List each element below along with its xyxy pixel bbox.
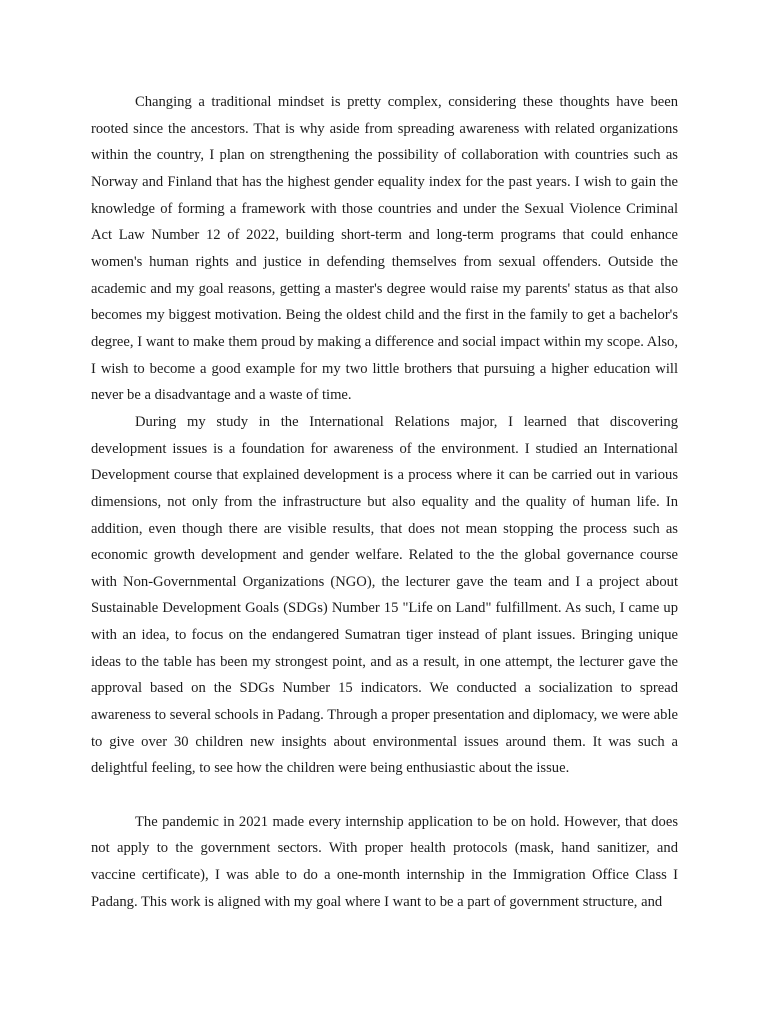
paragraph-gap <box>91 782 678 809</box>
paragraph-study: During my study in the International Relations major, I learned that discovering development issues is a foundation for awareness of the environment. I studied an International Development course that explained development is a process where it can be carried out in various dimensions, not only from the infrastructure but also equality and the quality of human life. In addition, even though there are visible results, that does not mean stopping the process such as economic growth development and gender welfare. Related to the the global governance course with Non-Governmental Organizations (NGO), the lecturer gave the team and I a project about Sustainable Development Goals (SDGs) Number 15 "Life on Land" fulfillment. As such, I came up with an idea, to focus on the endangered Sumatran tiger instead of plant issues. Bringing unique ideas to the table has been my strongest point, and as a result, in one attempt, the lecturer gave the approval based on the SDGs Number 15 indicators. We conducted a socialization to spread awareness to several schools in Padang. Through a proper presentation and diplomacy, we were able to give over 30 children new insights about environmental issues around them. It was such a delightful feeling, to see how the children were being enthusiastic about the issue. <box>91 413 678 777</box>
document-page <box>91 89 678 915</box>
paragraph-mindset: Changing a traditional mindset is pretty complex, considering these thoughts have been rooted since the ancestors. That is why aside from spreading awareness with related organizations within the country, I plan on strengthening the possibility of collaboration with countries such as Norway and Finland that has the highest gender equality index for the past years. I wish to gain the knowledge of forming a framework with those countries and under the Sexual Violence Criminal Act Law Number 12 of 2022, building short-term and long-term programs that could enhance women's human rights and justice in defending themselves from sexual offenders. Outside the academic and my goal reasons, getting a master's degree would raise my parents' status as that also becomes my biggest motivation. Being the oldest child and the first in the family to get a bachelor's degree, I want to make them proud by making a difference and social impact within my scope. Also, I wish to become a good example for my two little brothers that pursuing a higher education will never be a disadvantage and a waste of time. <box>91 94 678 404</box>
paragraph-internship: The pandemic in 2021 made every internship application to be on hold. However, that does not apply to the government sectors. With proper health protocols (mask, hand sanitizer, and vaccine certificate), I was able to do a one-month internship in the Immigration Office Class I Padang. This work is aligned with my goal where I want to be a part of government structure, and <box>91 813 678 910</box>
